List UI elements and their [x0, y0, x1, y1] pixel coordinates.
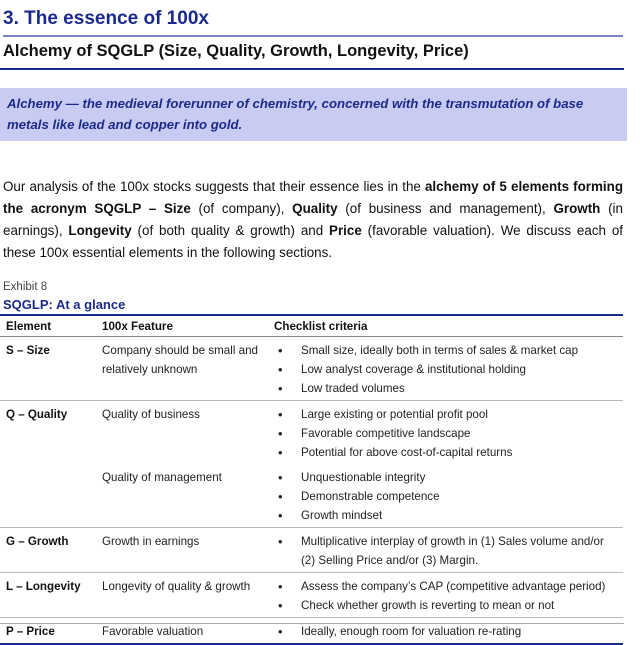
paragraph-text: Our analysis of the 100x stocks suggests that their essence lies in the: [3, 179, 425, 194]
section-title: 3. The essence of 100x: [3, 8, 623, 37]
row-feature: Company should be small and relatively unknown: [96, 337, 268, 401]
header-feature: 100x Feature: [96, 315, 268, 337]
row-element: Q – Quality: [6, 408, 68, 421]
checklist-item: • Low analyst coverage & institutional holding: [274, 360, 619, 379]
paragraph-text: (of business and management),: [337, 201, 554, 216]
row-element: S – Size: [0, 337, 96, 401]
table-row: [0, 337, 623, 401]
table-row: [0, 401, 623, 465]
row-checklist: [268, 573, 623, 618]
row-feature: Quality of business: [102, 408, 200, 421]
checklist-item: • Favorable competitive landscape: [274, 424, 619, 443]
table-row: [0, 464, 623, 528]
checklist-item: • Small size, ideally both in terms of sales & market cap: [274, 341, 619, 360]
row-checklist: [268, 618, 623, 645]
checklist-item: • Assess the company’s CAP (competitive advantage period): [274, 577, 619, 596]
checklist-item: • Demonstrable competence: [274, 487, 619, 506]
paragraph-text: (favorable valuation). We discuss each of these 100x essential elements in the following sections.: [3, 223, 623, 260]
checklist-item: • Multiplicative interplay of growth in (1) Sales volume and/or (2) Selling Price and/or (3) Margin.: [274, 532, 619, 570]
paragraph-emphasis: Quality: [292, 201, 338, 216]
paragraph-emphasis: Price: [329, 223, 362, 238]
row-checklist: [268, 528, 623, 573]
paragraph-emphasis: alchemy of 5 elements forming the acronym SQGLP – Size: [3, 179, 624, 216]
row-element: G – Growth: [0, 528, 96, 573]
row-feature: Growth in earnings: [96, 528, 268, 573]
row-checklist: [268, 401, 623, 465]
table-header-row: [0, 315, 623, 337]
row-element: P – Price: [0, 618, 96, 645]
checklist-item: • Ideally, enough room for valuation re-rating: [274, 622, 619, 641]
paragraph-emphasis: Growth: [553, 201, 601, 216]
header-checklist: Checklist criteria: [268, 315, 623, 337]
definition-callout: Alchemy — the medieval forerunner of chemistry, concerned with the transmutation of base metals like lead and copper into gold.: [0, 88, 627, 141]
page-bottom-divider: [0, 623, 624, 624]
paragraph-text: (of both quality & growth) and: [131, 223, 330, 238]
table-row: [0, 618, 623, 645]
checklist-item: • Low traded volumes: [274, 379, 619, 398]
row-feature: Longevity of quality & growth: [96, 573, 268, 618]
exhibit-label: Exhibit 8: [3, 281, 48, 293]
paragraph-text: (of company),: [190, 201, 293, 216]
row-element: L – Longevity: [0, 573, 96, 618]
subtitle-divider: [0, 68, 624, 70]
header-element: Element: [0, 315, 96, 337]
checklist-item: • Large existing or potential profit pool: [274, 405, 619, 424]
checklist-item: • Unquestionable integrity: [274, 468, 619, 487]
sqglp-table: [0, 314, 623, 645]
checklist-item: • Growth mindset: [274, 506, 619, 525]
row-element: [0, 464, 96, 528]
row-feature: Quality of management: [96, 464, 268, 528]
row-checklist: [268, 337, 623, 401]
paragraph-emphasis: Longevity: [68, 223, 132, 238]
exhibit-title: SQGLP: At a glance: [3, 297, 126, 312]
intro-paragraph: [3, 176, 623, 264]
paragraph-text: (in earnings),: [3, 201, 623, 238]
row-feature: Favorable valuation: [96, 618, 268, 645]
checklist-item: • Check whether growth is reverting to mean or not: [274, 596, 619, 615]
table-row: [0, 573, 623, 618]
checklist-item: • Potential for above cost-of-capital returns: [274, 443, 619, 462]
section-subtitle: Alchemy of SQGLP (Size, Quality, Growth, Longevity, Price): [3, 42, 469, 60]
table-row: [0, 528, 623, 573]
row-checklist: [268, 464, 623, 528]
